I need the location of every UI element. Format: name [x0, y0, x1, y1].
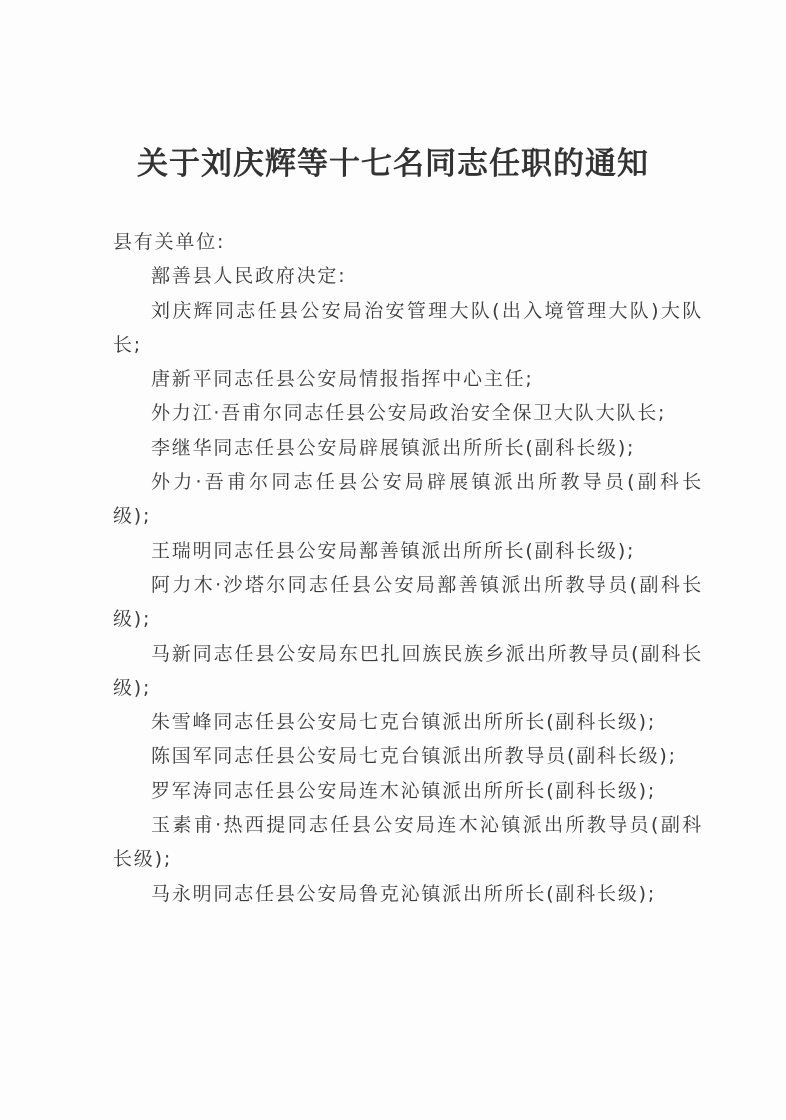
appointment-item: 马永明同志任县公安局鲁克沁镇派出所所长(副科长级); — [151, 882, 657, 905]
appointment-item: 玉素甫·热西提同志任县公安局连木沁镇派出所教导员(副科长级); — [113, 814, 703, 871]
appointment-item: 马新同志任县公安局东巴扎回族民族乡派出所教导员(副科长级); — [113, 642, 703, 699]
decision-line: 鄯善县人民政府决定: — [151, 265, 347, 288]
document-body — [113, 225, 703, 911]
appointment-item: 阿力木·沙塔尔同志任县公安局鄯善镇派出所教导员(副科长级); — [113, 573, 703, 631]
appointment-item: 外力江·吾甫尔同志任县公安局政治安全保卫大队大队长; — [151, 402, 667, 425]
document-title: 关于刘庆辉等十七名同志任职的通知 — [137, 146, 649, 182]
salutation: 县有关单位: — [113, 231, 226, 253]
appointment-item: 唐新平同志任县公安局情报指挥中心主任; — [151, 368, 534, 391]
appointment-item: 刘庆辉同志任县公安局治安管理大队(出入境管理大队)大队长; — [113, 299, 703, 356]
appointment-item: 陈国军同志任县公安局七克台镇派出所教导员(副科长级); — [151, 745, 677, 768]
appointment-item: 朱雪峰同志任县公安局七克台镇派出所所长(副科长级); — [151, 711, 657, 734]
appointment-item: 罗军涛同志任县公安局连木沁镇派出所所长(副科长级); — [151, 779, 657, 802]
appointment-item: 外力·吾甫尔同志任县公安局辟展镇派出所教导员(副科长级); — [113, 471, 703, 528]
appointment-item: 李继华同志任县公安局辟展镇派出所所长(副科长级); — [151, 436, 636, 459]
appointment-item: 王瑞明同志任县公安局鄯善镇派出所所长(副科长级); — [151, 539, 636, 562]
